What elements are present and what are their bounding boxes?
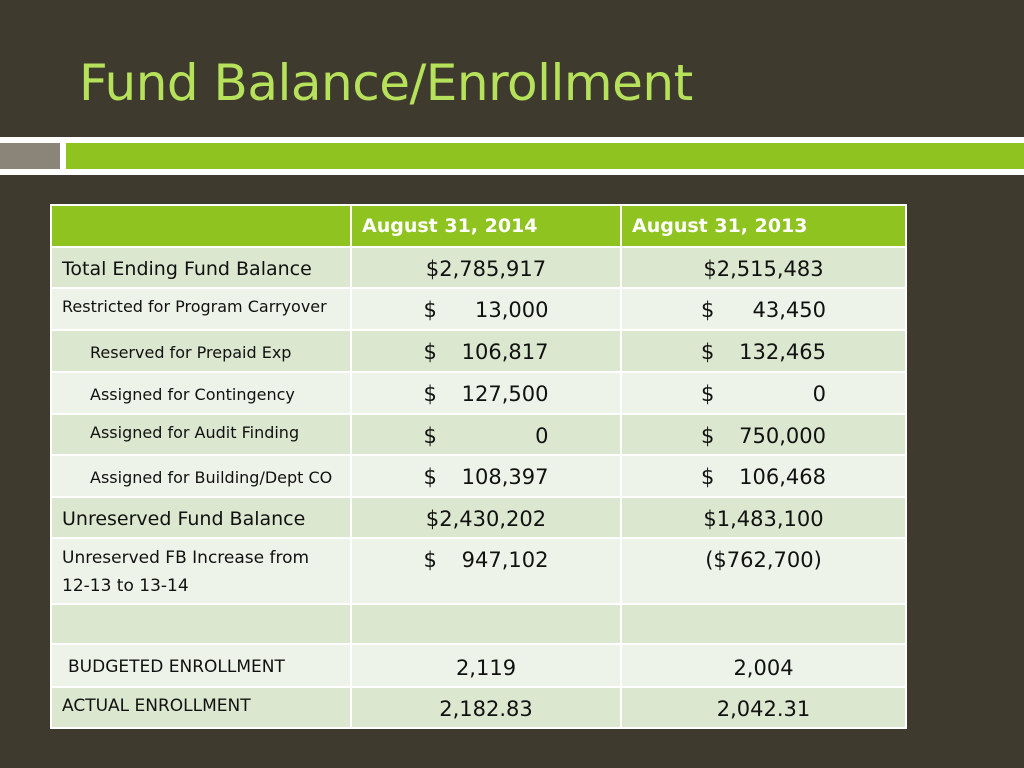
row-label [51,604,351,644]
money-value [701,298,826,322]
amount: 0 [535,424,549,448]
cell-2013 [621,288,906,330]
cell-2014 [351,288,621,330]
money-value [701,465,826,489]
table-header-row [51,205,906,247]
cell-2014: 2,119 [351,644,621,687]
amount: 750,000 [739,424,826,448]
currency-symbol: $ [701,340,715,364]
row-label: BUDGETED ENROLLMENT [51,644,351,687]
money-value [701,382,826,406]
slide-title: Fund Balance/Enrollment [79,54,693,112]
amount: 0 [812,382,826,406]
currency-symbol: $ [423,548,437,572]
header-2014: August 31, 2014 [351,205,621,247]
money-value [424,298,549,322]
divider-accent-green [66,143,1024,169]
row-label: Unreserved Fund Balance [51,497,351,538]
currency-symbol: $ [423,340,437,364]
amount: 127,500 [461,382,549,406]
table-row [51,455,906,497]
row-label: Assigned for Audit Finding [51,414,351,455]
currency-symbol: $ [423,298,437,322]
money-value [701,424,826,448]
cell-2014 [351,414,621,455]
cell-2013 [621,414,906,455]
row-label: Assigned for Contingency [51,372,351,414]
currency-symbol: $ [701,298,715,322]
money-value [424,465,549,489]
currency-symbol: $ [423,382,437,406]
cell-2013 [621,455,906,497]
currency-symbol: $ [701,465,715,489]
amount: 947,102 [461,548,549,572]
header-label-col [51,205,351,247]
divider-accent-gray [0,143,60,169]
row-label: Total Ending Fund Balance [51,247,351,288]
row-label: Reserved for Prepaid Exp [51,330,351,372]
cell-2014: $2,785,917 [351,247,621,288]
amount: 106,817 [461,340,549,364]
money-value [424,548,549,572]
money-value [424,382,549,406]
table-row [51,247,906,288]
cell-2014 [351,538,621,604]
row-label: Unreserved FB Increase from 12-13 to 13-14 [51,538,351,604]
amount: 13,000 [475,298,549,322]
cell-2014 [351,455,621,497]
amount: 132,465 [739,340,826,364]
cell-2013: 2,004 [621,644,906,687]
cell-2014: 2,182.83 [351,687,621,728]
amount: 43,450 [752,298,826,322]
table-row [51,644,906,687]
table-row [51,604,906,644]
currency-symbol: $ [701,424,715,448]
row-label: ACTUAL ENROLLMENT [51,687,351,728]
cell-2013 [621,604,906,644]
table-row [51,330,906,372]
table-row [51,687,906,728]
currency-symbol: $ [423,424,437,448]
cell-2013: $2,515,483 [621,247,906,288]
header-2013: August 31, 2013 [621,205,906,247]
cell-2013: ($762,700) [621,538,906,604]
row-label: Restricted for Program Carryover [51,288,351,330]
amount: 108,397 [461,465,549,489]
table-row [51,372,906,414]
currency-symbol: $ [423,465,437,489]
money-value [424,340,549,364]
cell-2013 [621,372,906,414]
table-row [51,538,906,604]
money-value [424,424,549,448]
table-row [51,288,906,330]
cell-2014: $2,430,202 [351,497,621,538]
cell-2013: $1,483,100 [621,497,906,538]
currency-symbol: $ [701,382,715,406]
money-value [701,340,826,364]
fund-balance-table [50,204,907,729]
table-row [51,414,906,455]
amount: 106,468 [739,465,826,489]
cell-2014 [351,604,621,644]
cell-2014 [351,372,621,414]
table-row [51,497,906,538]
cell-2013: 2,042.31 [621,687,906,728]
cell-2014 [351,330,621,372]
row-label: Assigned for Building/Dept CO [51,455,351,497]
cell-2013 [621,330,906,372]
